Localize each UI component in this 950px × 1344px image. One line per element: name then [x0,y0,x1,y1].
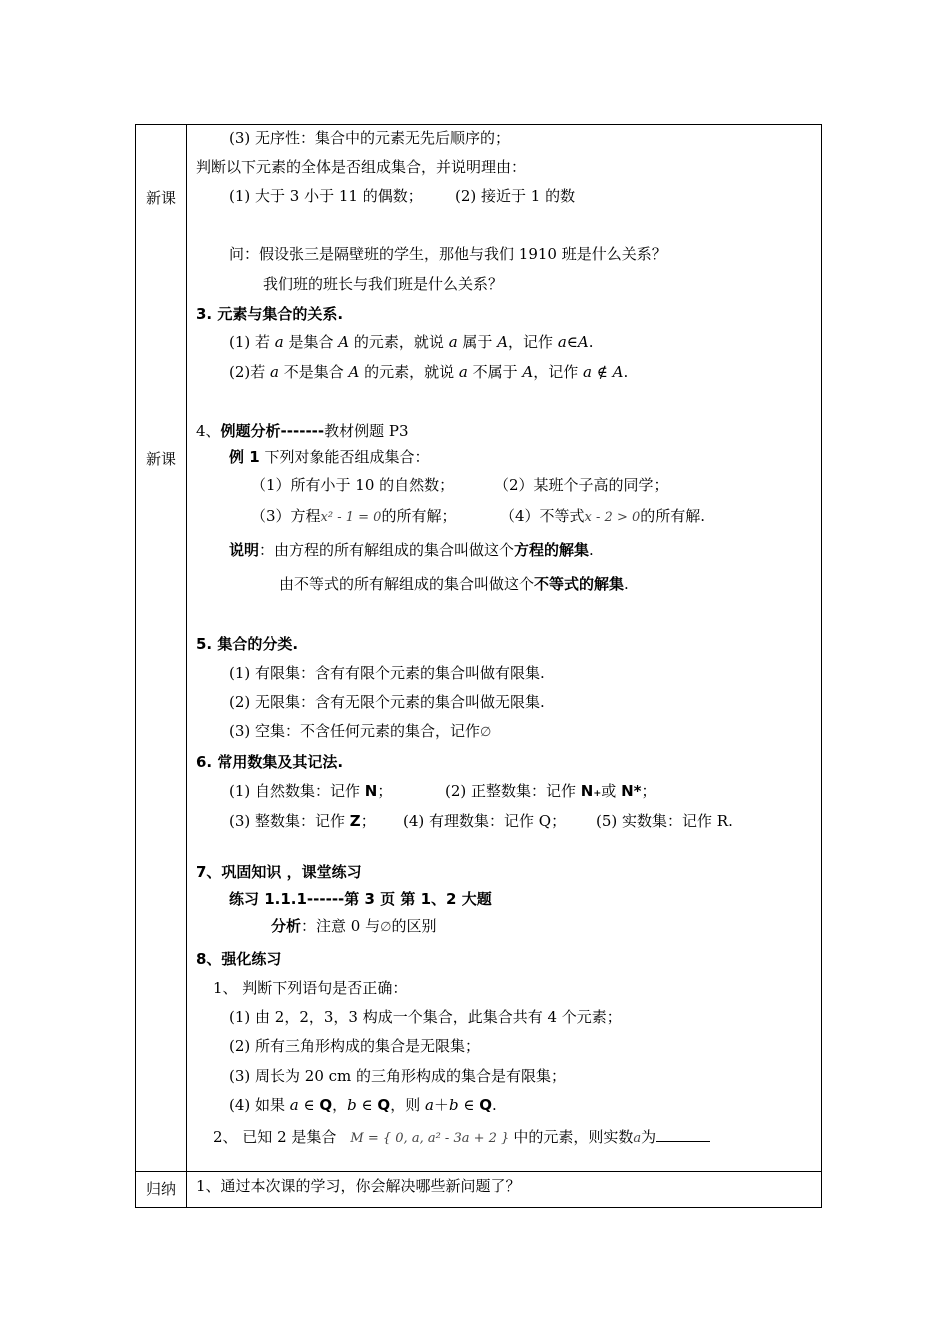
side-label-guina: 归纳 [145,1180,176,1198]
numset-natural: (1) 自然数集：记作 N； [229,782,393,800]
exercise-1-item-2: (2) 所有三角形构成的集合是无限集； [229,1037,481,1055]
example-1-item-3: （3）方程x² - 1 = 0的所有解； [251,507,457,525]
section-5-heading: 5. 集合的分类. [196,635,299,653]
column-divider [186,125,187,1207]
line-not-belongs: (2)若 a 不是集合 A 的元素，就说 a 不属于 A，记作 a ∉ A. [229,363,629,381]
set-M-formula: M = { 0, a, a² - 3a + 2 } [350,1131,510,1146]
line-item-1: (1) 大于 3 小于 11 的偶数； [229,187,423,205]
exercise-2: 2、 已知 2 是集合 M = { 0, a, a² - 3a + 2 } 中的元素，则实数a为 [213,1127,710,1149]
example-1: 例 1 下列对象能否组成集合： [229,448,430,466]
line-item-2: (2) 接近于 1 的数 [455,187,576,205]
line-question: 问：假设张三是隔壁班的学生，那他与我们 1910 班是什么关系？ [229,245,667,263]
analysis-line: 分析：注意 0 与∅的区别 [271,917,437,935]
summary-question: 1、通过本次课的学习，你会解决哪些新问题了？ [196,1177,521,1195]
section-6-heading: 6. 常用数集及其记法. [196,753,344,771]
note-line-2: 由不等式的所有解组成的集合叫做这个不等式的解集. [279,575,629,593]
line-judge: 判断以下元素的全体是否组成集合，并说明理由： [196,158,527,176]
example-1-item-1: （1）所有小于 10 的自然数； [251,476,455,494]
answer-blank [656,1127,710,1142]
example-1-item-4: （4）不等式x - 2 > 0的所有解. [500,507,706,525]
numset-real: (5) 实数集：记作 R. [596,812,733,830]
numset-integer: (3) 整数集：记作 Z； [229,812,376,830]
section-3-heading: 3. 元素与集合的关系. [196,305,344,323]
section-4-heading: 4、例题分析-------教材例题 P3 [196,422,409,440]
row-divider [136,1171,821,1172]
exercise-1: 1、 判断下列语句是否正确： [213,979,408,997]
section-8-heading: 8、强化练习 [196,950,282,968]
exercise-1-item-3: (3) 周长为 20 cm 的三角形构成的集合是有限集； [229,1067,567,1085]
note-line-1: 说明：由方程的所有解组成的集合叫做这个方程的解集. [229,541,594,559]
numset-positive: (2) 正整数集：记作 N₊或 N*； [445,782,657,800]
empty-set-symbol-2: ∅ [380,920,392,935]
class-empty: (3) 空集：不含任何元素的集合，记作∅ [229,722,492,740]
equation-formula: x² - 1 = 0 [320,510,382,525]
line-unordered: (3) 无序性：集合中的元素无先后顺序的； [229,129,511,147]
exercise-1-item-1: (1) 由 2，2，3，3 构成一个集合，此集合共有 4 个元素； [229,1008,622,1026]
line-belongs: (1) 若 a 是集合 A 的元素，就说 a 属于 A，记作 a∈A. [229,333,594,351]
class-finite: (1) 有限集：含有有限个元素的集合叫做有限集. [229,664,545,682]
practice-line: 练习 1.1.1------第 3 页 第 1、2 大题 [229,890,492,908]
empty-set-symbol: ∅ [480,725,492,740]
inequality-formula: x - 2 > 0 [584,510,641,525]
line-question-2: 我们班的班长与我们班是什么关系？ [263,275,504,293]
exercise-1-item-4: (4) 如果 a ∈ Q，b ∈ Q，则 a＋b ∈ Q. [229,1096,497,1114]
class-infinite: (2) 无限集：含有无限个元素的集合叫做无限集. [229,693,545,711]
side-label-xinke-1: 新课 [145,189,176,207]
side-label-xinke-2: 新课 [145,450,176,468]
numset-rational: (4) 有理数集：记作 Q； [403,812,567,830]
section-7-heading: 7、巩固知识 ，课堂练习 [196,863,362,881]
example-1-item-2: （2）某班个子高的同学； [494,476,669,494]
